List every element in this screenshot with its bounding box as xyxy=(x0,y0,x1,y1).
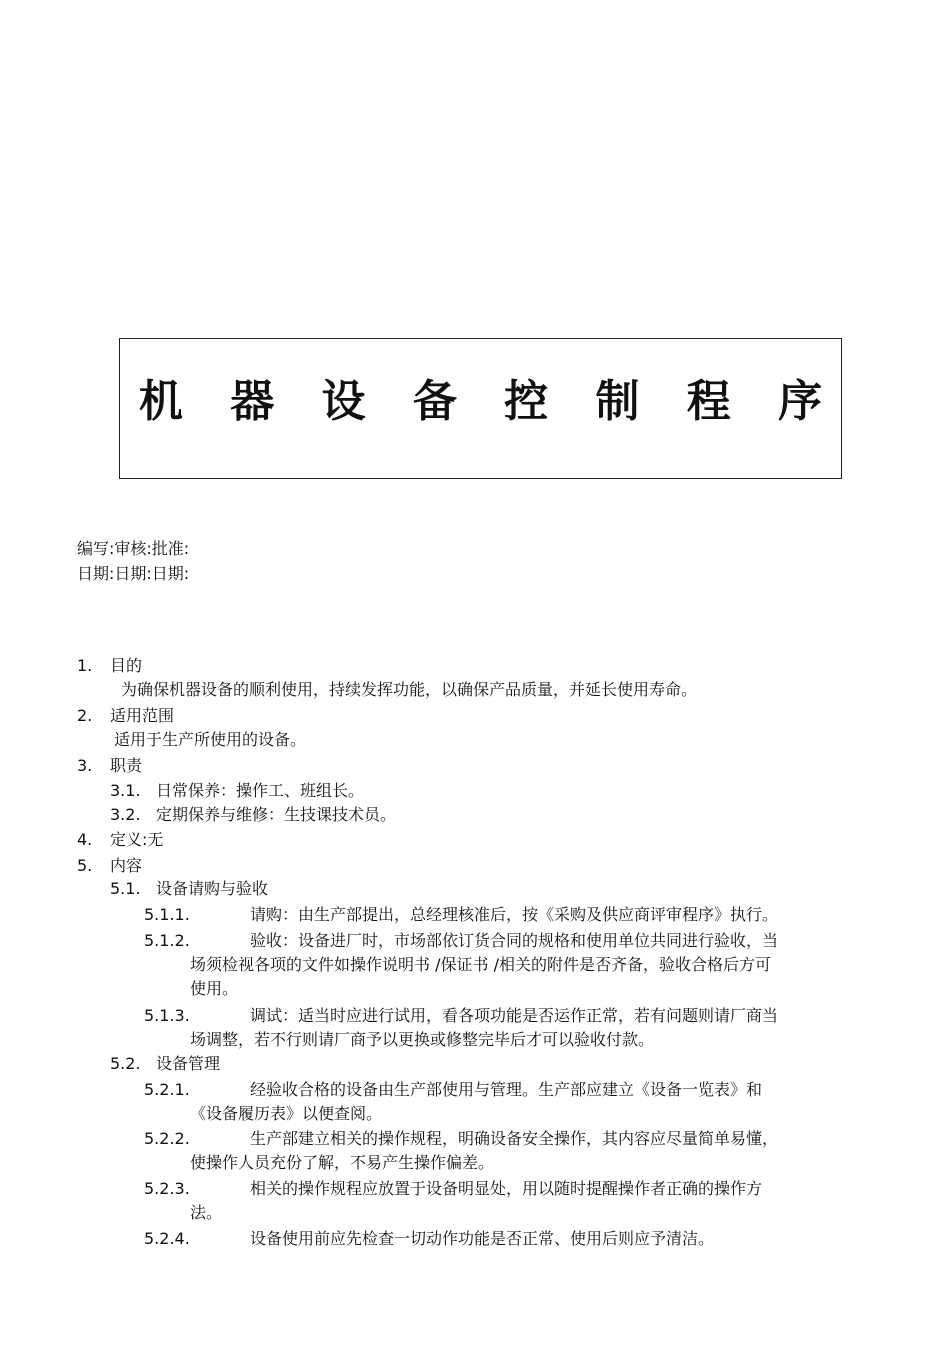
item-5-2-2-line-2: 使操作人员充份了解，不易产生操作偏差。 xyxy=(190,1153,495,1172)
item-5-1-3-number: 5.1.3. xyxy=(144,1006,190,1025)
section-4-number: 4. xyxy=(77,830,93,849)
section-1-number: 1. xyxy=(77,656,93,675)
item-5-1-2-line-2: 场须检视各项的文件如操作说明书 /保证书 /相关的附件是否齐备，验收合格后方可 xyxy=(190,955,771,974)
section-2-body: 适用于生产所使用的设备。 xyxy=(114,730,307,749)
item-5-2-2-line-1: 生产部建立相关的操作规程，明确设备安全操作，其内容应尽量简单易懂， xyxy=(250,1129,779,1148)
item-5-1-2-line-1: 验收：设备进厂时，市场部依订货合同的规格和使用单位共同进行验收，当 xyxy=(250,931,779,950)
item-5-2-3-number: 5.2.3. xyxy=(144,1179,190,1198)
section-5-heading: 内容 xyxy=(110,856,143,875)
duty-3-1-number: 3.1. xyxy=(110,781,141,800)
duty-3-1-text: 日常保养：操作工、班组长。 xyxy=(156,781,365,800)
section-5-number: 5. xyxy=(77,856,93,875)
item-5-1-3-line-1: 调试：适当时应进行试用，看各项功能是否运作正常，若有问题则请厂商当 xyxy=(250,1006,779,1025)
document-title-box xyxy=(119,338,842,479)
item-5-2-2-number: 5.2.2. xyxy=(144,1129,190,1148)
section-2-number: 2. xyxy=(77,706,93,725)
item-5-1-1-number: 5.1.1. xyxy=(144,905,190,924)
section-2-heading: 适用范围 xyxy=(110,706,175,725)
item-5-2-3-line-2: 法。 xyxy=(190,1203,223,1222)
item-5-2-1-number: 5.2.1. xyxy=(144,1080,190,1099)
item-5-1-3-line-2: 场调整，若不行则请厂商予以更换或修整完毕后才可以验收付款。 xyxy=(190,1030,655,1049)
subsection-5-1-heading: 设备请购与验收 xyxy=(156,879,269,898)
section-3-heading: 职责 xyxy=(110,756,143,775)
item-5-2-4-line-1: 设备使用前应先检查一切动作功能是否正常、使用后则应予清洁。 xyxy=(250,1229,715,1248)
section-1-heading: 目的 xyxy=(110,656,143,675)
subsection-5-2-heading: 设备管理 xyxy=(156,1054,221,1073)
item-5-2-4-number: 5.2.4. xyxy=(144,1229,190,1248)
duty-3-2-number: 3.2. xyxy=(110,805,141,824)
subsection-5-2-number: 5.2. xyxy=(110,1054,141,1073)
item-5-1-2-line-3: 使用。 xyxy=(190,979,239,998)
subsection-5-1-number: 5.1. xyxy=(110,879,141,898)
item-5-1-2-number: 5.1.2. xyxy=(144,931,190,950)
item-5-2-1-line-1: 经验收合格的设备由生产部使用与管理。生产部应建立《设备一览表》和 xyxy=(250,1080,763,1099)
section-4-heading: 定义:无 xyxy=(110,830,164,849)
section-3-number: 3. xyxy=(77,756,93,775)
signoff-dates: 日期:日期:日期: xyxy=(77,564,190,583)
duty-3-2-text: 定期保养与维修：生技课技术员。 xyxy=(156,805,397,824)
signoff-roles: 编写:审核:批准: xyxy=(77,539,190,558)
item-5-2-3-line-1: 相关的操作规程应放置于设备明显处，用以随时提醒操作者正确的操作方 xyxy=(250,1179,763,1198)
item-5-2-1-line-2: 《设备履历表》以便查阅。 xyxy=(190,1104,383,1123)
item-5-1-1-line-1: 请购：由生产部提出，总经理核准后，按《采购及供应商评审程序》执行。 xyxy=(250,905,779,924)
section-1-body: 为确保机器设备的顺利使用，持续发挥功能，以确保产品质量，并延长使用寿命。 xyxy=(121,680,698,699)
document-title: 机 器 设 备 控 制 程 序 xyxy=(138,376,839,427)
